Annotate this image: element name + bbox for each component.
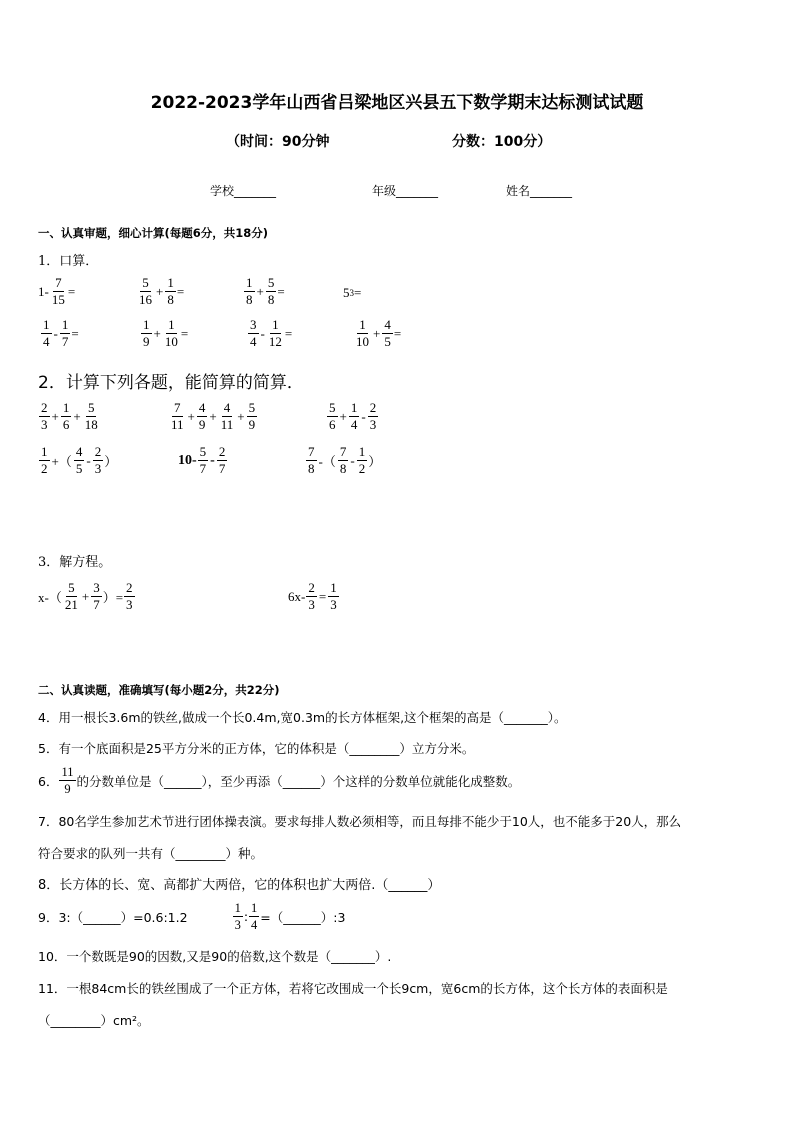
question-3: 3．解方程。 — [38, 555, 112, 570]
equation-2: 6x- $\frac{2}{3}$ = $\frac{1}{3}$ — [288, 580, 337, 612]
question-9: 9．3:（______）=0.6:1.2 $\frac{1}{3}$ : $\frac{1}{4}$ =（______）:3 — [38, 901, 346, 932]
question-7-line2: 符合要求的队列一共有（________）种。 — [38, 846, 264, 861]
time-label: （时间：90分钟 — [226, 134, 330, 150]
section1-heading: 一、认真审题，细心计算(每题6分，共18分) — [38, 226, 269, 240]
oral-r1c4: 5 3 = — [343, 285, 362, 300]
question-1: 1．口算． — [38, 254, 99, 269]
name-field: 姓名_______ — [506, 184, 573, 198]
question-8: 8．长方体的长、宽、高都扩大两倍，它的体积也扩大两倍.（______） — [38, 878, 441, 893]
question-11-line1: 11．一根84cm长的铁丝围成了一个正方体，若将它改围成一个长9cm，宽6cm的长方体，这个长方体的表面积是 — [38, 981, 668, 996]
question-7-line1: 7．80名学生参加艺术节进行团体操表演。要求每排人数必须相等，而且每排不能少于10人，也不能多于20人，那么 — [38, 814, 682, 829]
calc-expr-3: $\frac{5}{6}$ + $\frac{1}{4}$ - $\frac{2}{3}$ — [329, 400, 377, 432]
equation-1: x-（ $\frac{5}{21}$ + $\frac{3}{7}$ ）= $\frac{2}{3}$ — [38, 580, 133, 612]
question-10: 10．一个数既是90的因数,又是90的倍数,这个数是（_______）. — [38, 949, 392, 964]
question-11-line2: （________）cm²。 — [38, 1013, 150, 1028]
question-4: 4．用一根长3.6m的铁丝,做成一个长0.4m,宽0.3m的长方体框架,这个框架的高是（_______）。 — [38, 710, 567, 725]
calc-expr-6: $\frac{7}{8}$ -（ $\frac{7}{8}$ - $\frac{1}{2}$ ） — [308, 444, 382, 476]
oral-r2c4: $\frac{1}{10}$ + $\frac{4}{5}$ = — [356, 317, 402, 349]
calc-expr-1: $\frac{2}{3}$ + $\frac{1}{6}$ + $\frac{5}{18}$ — [41, 400, 98, 432]
oral-r2c3: $\frac{3}{4}$ - $\frac{1}{12}$ = — [250, 317, 293, 349]
question-5: 5．有一个底面积是25平方分米的正方体，它的体积是（________）立方分米。 — [38, 741, 475, 756]
question-2: 2．计算下列各题，能简算的简算． — [38, 373, 304, 393]
oral-r1c3: $\frac{1}{8}$ + $\frac{5}{8}$ = — [246, 275, 285, 307]
calc-expr-4: $\frac{1}{2}$ +（ $\frac{4}{5}$ - $\frac{2}{3}$ ） — [41, 444, 118, 476]
page-title: 2022-2023学年山西省吕梁地区兴县五下数学期末达标测试试题 — [150, 93, 644, 113]
school-field: 学校_______ — [210, 184, 277, 198]
question-6: 6． $\frac{11}{9}$ 的分数单位是（______），至少再添（______）个这样的分数单位就能化成整数。 — [38, 765, 521, 796]
oral-r1c2: $\frac{5}{16}$ + $\frac{1}{8}$ = — [139, 275, 185, 307]
oral-r2c2: $\frac{1}{9}$ + $\frac{1}{10}$ = — [143, 317, 189, 349]
grade-field: 年级_______ — [372, 184, 439, 198]
calc-expr-2: $\frac{7}{11}$ + $\frac{4}{9}$ + $\frac{4}{11}$ + $\frac{5}{9}$ — [171, 400, 256, 432]
score-label: 分数：100分） — [452, 134, 552, 150]
oral-r2c1: $\frac{1}{4}$ - $\frac{1}{7}$ = — [43, 317, 79, 349]
oral-r1c1: 1- $\frac{7}{15}$ = — [38, 275, 76, 307]
calc-expr-5: 10- $\frac{5}{7}$ - $\frac{2}{7}$ — [178, 444, 226, 476]
section2-heading: 二、认真读题，准确填写(每小题2分，共22分) — [38, 683, 280, 697]
